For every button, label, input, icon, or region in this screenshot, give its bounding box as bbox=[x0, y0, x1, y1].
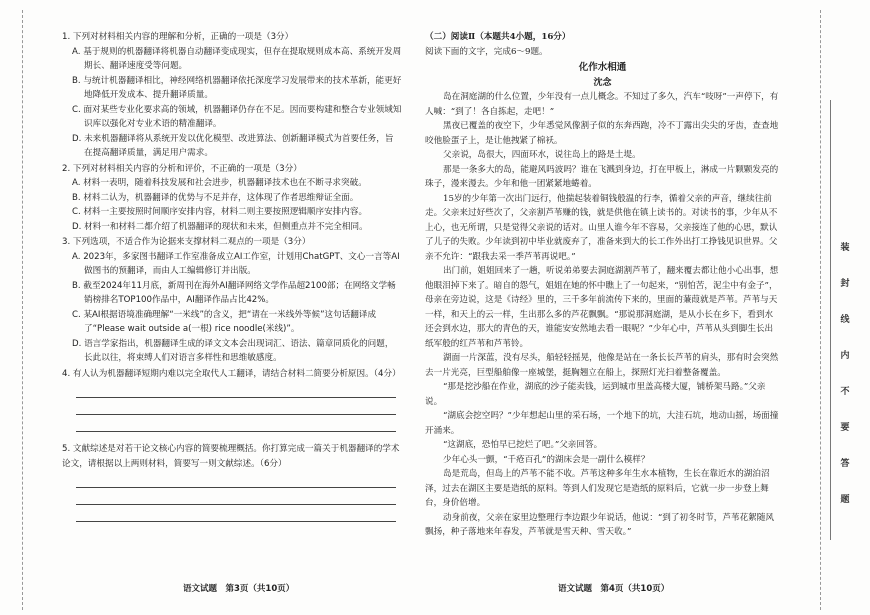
question-3 bbox=[62, 235, 402, 366]
question-5 bbox=[62, 442, 402, 522]
seal-char: 线 bbox=[840, 315, 850, 325]
option-a: A. 2023年，多家图书翻译工作室准备成立AI工作室，计划用ChatGPT、文心一言等AI做图书的预翻译，而由人工编辑修订并出版。 bbox=[72, 251, 400, 276]
left-page bbox=[62, 30, 402, 523]
seal-char: 答 bbox=[840, 459, 850, 469]
answer-line[interactable] bbox=[76, 415, 396, 432]
paragraph: 那是一条多大的岛，能避风吗波吗？谁在飞溅到身边，打在甲板上，淋成一片颗颗发亮的珠子，漫来漫去。少年和他一团紧紧地蜷着。 bbox=[425, 164, 779, 189]
page-footer-right: 语文试题 第4页（共10页） bbox=[558, 584, 670, 594]
seal-char: 装 bbox=[840, 243, 850, 253]
seal-char: 要 bbox=[840, 423, 850, 433]
answer-line[interactable] bbox=[76, 381, 396, 398]
question-4 bbox=[62, 367, 402, 433]
paragraph: 岛是荒岛，但岛上的芦苇不能不收。芦苇这种多年生水本植物，生长在靠近水的湖泊沼泽，过去在湖区主要是造纸的原料。等到人们发现它是造纸的原料后，它就一步一步登上舞台，身价倍增。 bbox=[425, 469, 770, 508]
question-stem: 4. 有人认为机器翻译短期内难以完全取代人工翻译，请结合材料二简要分析原因。（4分） bbox=[62, 368, 401, 379]
option-d: D. 材料一和材料二都介绍了机器翻译的现状和未来，但侧重点并不完全相同。 bbox=[72, 221, 368, 232]
option-c: C. 材料一主要按照时间顺序安排内容，材料二则主要按照逻辑顺序安排内容。 bbox=[72, 207, 368, 217]
option-b: B. 材料二认为，机器翻译的优势与不足并存，这体现了作者思维辩证全面。 bbox=[72, 192, 359, 203]
section-heading: （二）阅读Ⅱ（本题共4小题，16分） bbox=[425, 32, 571, 42]
fold-line-left bbox=[22, 10, 23, 610]
option-a: A. 材料一表明，随着科技发展和社会进步，机器翻译技术也在不断寻求突破。 bbox=[72, 178, 367, 188]
paragraph: 父亲说，岛很大，四面环水，说往岛上的路是土堤。 bbox=[443, 150, 641, 160]
seal-line bbox=[830, 100, 831, 540]
paragraph: 黑夜已覆盖的夜空下，少年悉觉风像割子似的东奔西跑，冷不丁露出尖尖的牙齿，查查地咬他脸蛋子上，是让他拽紧了棉袄。 bbox=[425, 121, 779, 146]
option-d: D. 未来机器翻译将从系统开发以优化模型、改进算法、创新翻译模式为首要任务，旨在提高翻译质量，满足用户需求。 bbox=[72, 133, 394, 158]
right-page bbox=[425, 30, 780, 540]
seal-char: 内 bbox=[840, 351, 850, 361]
option-c: C. 某AI根据语境准确理解“一米线”的含义，把“请在一米线外等候”这句话翻译成了“Please wait outside a(一根) rice noodle(米线)”。 bbox=[72, 309, 377, 334]
paragraph: “湖底会挖空吗？”少年想起山里的采石场，一个地下的坑，大洼石坑，地动山摇，场面撞开涌来。 bbox=[425, 411, 779, 436]
answer-line[interactable] bbox=[76, 488, 396, 505]
question-stem: 5. 文献综述是对若干论文核心内容的简要梳理概括。你打算完成一篇关于机器翻译的学术论文，请根据以上两则材料，简要写一则文献综述。（6分） bbox=[62, 444, 400, 469]
paragraph: 出门前，姐姐回来了一趟，听说弟弟要去洞庭湖割芦苇了，翻来覆去都让他小心出事，想他眼泪掉下来了。暗自的怨气，姐姐在她的怀中瞧上了一句起来，“别怕苦，泥尘中有金子”，母亲在旁边说，这是《诗经》里的，三千多年前流传下来的，里面的蒹葭就是芦苇。芦苇与天一样，和天上的云一样，生出那么多的芦花飘飘。“那说那洞庭湖，是从小长在乡下，看到水还会到水边，那大的青色的天，谁能安安然地去看一眼呢？”少年心中，芦苇从头到脚生长出纸军般的红芦苇和芦苇铃。 bbox=[425, 266, 779, 349]
paragraph: 动身前夜，父亲在家里边整理行李边跟少年说话，他说：“到了初冬时节，芦苇花絮随风飘扬，种子落地来年春发，芦苇就是雪天种、雪天收。” bbox=[425, 512, 774, 537]
question-1 bbox=[62, 30, 402, 161]
question-2 bbox=[62, 162, 402, 235]
article-title: 化作水相通 bbox=[578, 62, 627, 73]
option-b: B. 与统计机器翻译相比，神经网络机器翻译依托深度学习发展带来的技术革新，能更好地降低开发成本、提升翻译质量。 bbox=[72, 75, 402, 100]
seal-char: 封 bbox=[840, 279, 850, 289]
question-stem: 2. 下列对材料相关内容的分析和评价，不正确的一项是（3分） bbox=[62, 163, 302, 174]
option-c: C. 面对某些专业化要求高的领域，机器翻译仍存在不足。因而要构建和整合专业领域知识库以强化对专业术语的精准翻译。 bbox=[72, 104, 402, 129]
answer-line[interactable] bbox=[76, 398, 396, 415]
seal-warning bbox=[838, 230, 852, 518]
paragraph: 少年心头一颤，“千疮百孔”的湖床会是一副什么模样？ bbox=[443, 454, 650, 465]
article-author: 沈念 bbox=[593, 77, 612, 88]
paragraph: “那是挖沙船在作业，湖底的沙子能卖钱，运到城市里盖高楼大厦，铺桥架马路。”父亲说。 bbox=[425, 382, 766, 407]
option-a: A. 基于规则的机器翻译将机器自动翻译变成现实，但存在提取规则成本高、系统开发周期长、翻译速度受等问题。 bbox=[72, 46, 402, 71]
answer-line[interactable] bbox=[76, 505, 396, 522]
seal-char: 不 bbox=[840, 387, 850, 397]
question-stem: 3. 下列选项，不适合作为论据来支撑材料二观点的一项是（3分） bbox=[62, 237, 311, 247]
paragraph: 湖面一片深蓝，没有尽头，船轻轻摇晃，他像是站在一条长长芦苇的肩头，那有时会突然去一片光亮，巨型船舶像一座城堡，挺胸翘立在船上，探照灯光扫着整备覆盖。 bbox=[425, 353, 779, 378]
paragraph: 15岁的少年第一次出门远行，他揣起装着铜钱般温的行李，循着父亲的声音，继续往前走。父亲来过好些次了，父亲割芦苇赚的钱，就是供他在镇上读书的。对读书的事，少年从不上心，也无所谓，只是觉得父亲说的话对。山里人谁今年不容易，父亲接连了他的心思，默认了儿子的失败。少年读到初中毕业就废弃了，准备来到大的长工作外出打工挣钱见识世界。父亲不允许：“跟我去采一季芦苇再说吧。” bbox=[425, 193, 778, 262]
answer-line[interactable] bbox=[76, 471, 396, 488]
paragraph: 岛在洞庭湖的什么位置，少年没有一点儿概念。不知过了多久，汽车“吱呀”一声停下，有人喊：“到了！各自拣起，走吧！” bbox=[425, 92, 779, 117]
page-footer-left: 语文试题 第3页（共10页） bbox=[183, 584, 295, 594]
fold-line-right bbox=[820, 10, 821, 610]
option-d: D. 语言学家指出，机器翻译生成的译文文本会出现词汇、语法、篇章同质化的问题，长此以往，将束缚人们对语言多样性和思维敏感度。 bbox=[72, 338, 394, 363]
option-b: B. 截至2024年11月底，新周刊在海外AI翻译网络文学作品超2100部；在网络文学畅销榜排名TOP100作品中，AI翻译作品占比42%。 bbox=[72, 280, 396, 305]
question-stem: 1. 下列对材料相关内容的理解和分析，正确的一项是（3分） bbox=[62, 32, 294, 42]
paragraph: “这湖底，恐怕早已挖烂了吧。”父亲回答。 bbox=[443, 440, 603, 450]
reading-instruction: 阅读下面的文字，完成6～9题。 bbox=[425, 46, 548, 57]
seal-char: 题 bbox=[840, 495, 850, 505]
